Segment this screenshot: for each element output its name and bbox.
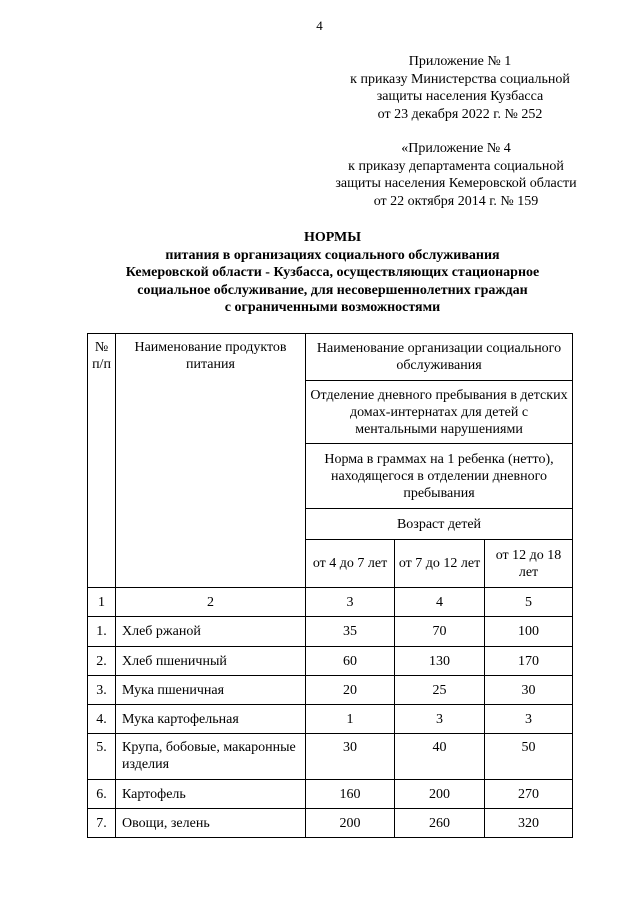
norm-value: 100 — [485, 617, 573, 647]
appendix-4-reference — [318, 140, 594, 210]
index-cell: 4 — [395, 588, 485, 617]
norm-value: 30 — [306, 734, 395, 780]
norm-value: 1 — [306, 705, 395, 734]
norm-value: 35 — [306, 617, 395, 647]
appendix-4-line: от 22 октября 2014 г. № 159 — [373, 193, 539, 209]
title-line: с ограниченными возможностями — [224, 300, 441, 315]
norm-value: 50 — [485, 734, 573, 780]
index-cell: 2 — [116, 588, 306, 617]
norm-value: 30 — [485, 676, 573, 705]
table-row — [88, 617, 573, 647]
age-group-cell: от 7 до 12 лет — [395, 540, 485, 588]
age-group-cell: от 12 до 18 лет — [485, 540, 573, 588]
title-heading: НОРМЫ — [303, 230, 362, 245]
header-number: № п/п — [88, 334, 116, 588]
norm-value: 200 — [395, 780, 485, 809]
product-name: Хлеб пшеничный — [116, 647, 306, 676]
norm-value: 70 — [395, 617, 485, 647]
appendix-1-line: защиты населения Кузбасса — [376, 89, 544, 104]
norm-value: 40 — [395, 734, 485, 780]
title-line: социальное обслуживание, для несовершеннолетних граждан — [137, 282, 528, 298]
norm-value: 320 — [485, 809, 573, 838]
row-number: 7. — [88, 809, 116, 838]
appendix-1-line: к приказу Министерства социальной — [350, 71, 570, 87]
row-number: 1. — [88, 617, 116, 647]
product-name: Картофель — [116, 780, 306, 809]
appendix-1-line: от 23 декабря 2022 г. № 252 — [377, 106, 543, 122]
appendix-4-line: к приказу департамента социальной — [348, 158, 564, 174]
row-number: 4. — [88, 705, 116, 734]
norm-value: 200 — [306, 809, 395, 838]
table-row — [88, 647, 573, 676]
row-number: 2. — [88, 647, 116, 676]
appendix-4-line: «Приложение № 4 — [401, 141, 511, 156]
row-number: 6. — [88, 780, 116, 809]
document-title — [80, 229, 585, 317]
header-organization: Наименование организации социального обслуживания — [306, 334, 573, 381]
norm-value: 20 — [306, 676, 395, 705]
norm-value: 3 — [395, 705, 485, 734]
header-norm: Норма в граммах на 1 ребенка (нетто), находящегося в отделении дневного пребывания — [306, 444, 573, 509]
appendix-4-line: защиты населения Кемеровской области — [335, 176, 577, 191]
appendix-1-reference — [336, 53, 584, 123]
norm-value: 60 — [306, 647, 395, 676]
norm-value: 270 — [485, 780, 573, 809]
age-group-cell: от 4 до 7 лет — [306, 540, 395, 588]
norm-value: 130 — [395, 647, 485, 676]
index-cell: 5 — [485, 588, 573, 617]
header-department: Отделение дневного пребывания в детских домах-интернатах для детей с ментальными нарушениями — [306, 381, 573, 444]
row-number: 3. — [88, 676, 116, 705]
title-line: питания в организациях социального обслуживания — [165, 247, 500, 263]
norm-value: 260 — [395, 809, 485, 838]
page-number: 4 — [316, 18, 323, 33]
product-name: Мука картофельная — [116, 705, 306, 734]
table-row — [88, 809, 573, 838]
header-product-name: Наименование продуктов питания — [116, 334, 306, 588]
norm-value: 170 — [485, 647, 573, 676]
table-row — [88, 676, 573, 705]
index-cell: 3 — [306, 588, 395, 617]
norm-value: 25 — [395, 676, 485, 705]
product-name: Овощи, зелень — [116, 809, 306, 838]
product-name: Мука пшеничная — [116, 676, 306, 705]
table-row — [88, 705, 573, 734]
header-age: Возраст детей — [306, 509, 573, 540]
appendix-1-line: Приложение № 1 — [408, 54, 512, 69]
norm-value: 160 — [306, 780, 395, 809]
index-cell: 1 — [88, 588, 116, 617]
norm-value: 3 — [485, 705, 573, 734]
product-name: Хлеб ржаной — [116, 617, 306, 647]
product-name: Крупа, бобовые, макаронные изделия — [116, 734, 306, 780]
row-number: 5. — [88, 734, 116, 780]
title-line: Кемеровской области - Кузбасса, осуществляющих стационарное — [125, 265, 540, 280]
nutrition-norms-table — [87, 333, 573, 838]
table-row — [88, 734, 573, 780]
table-row — [88, 780, 573, 809]
